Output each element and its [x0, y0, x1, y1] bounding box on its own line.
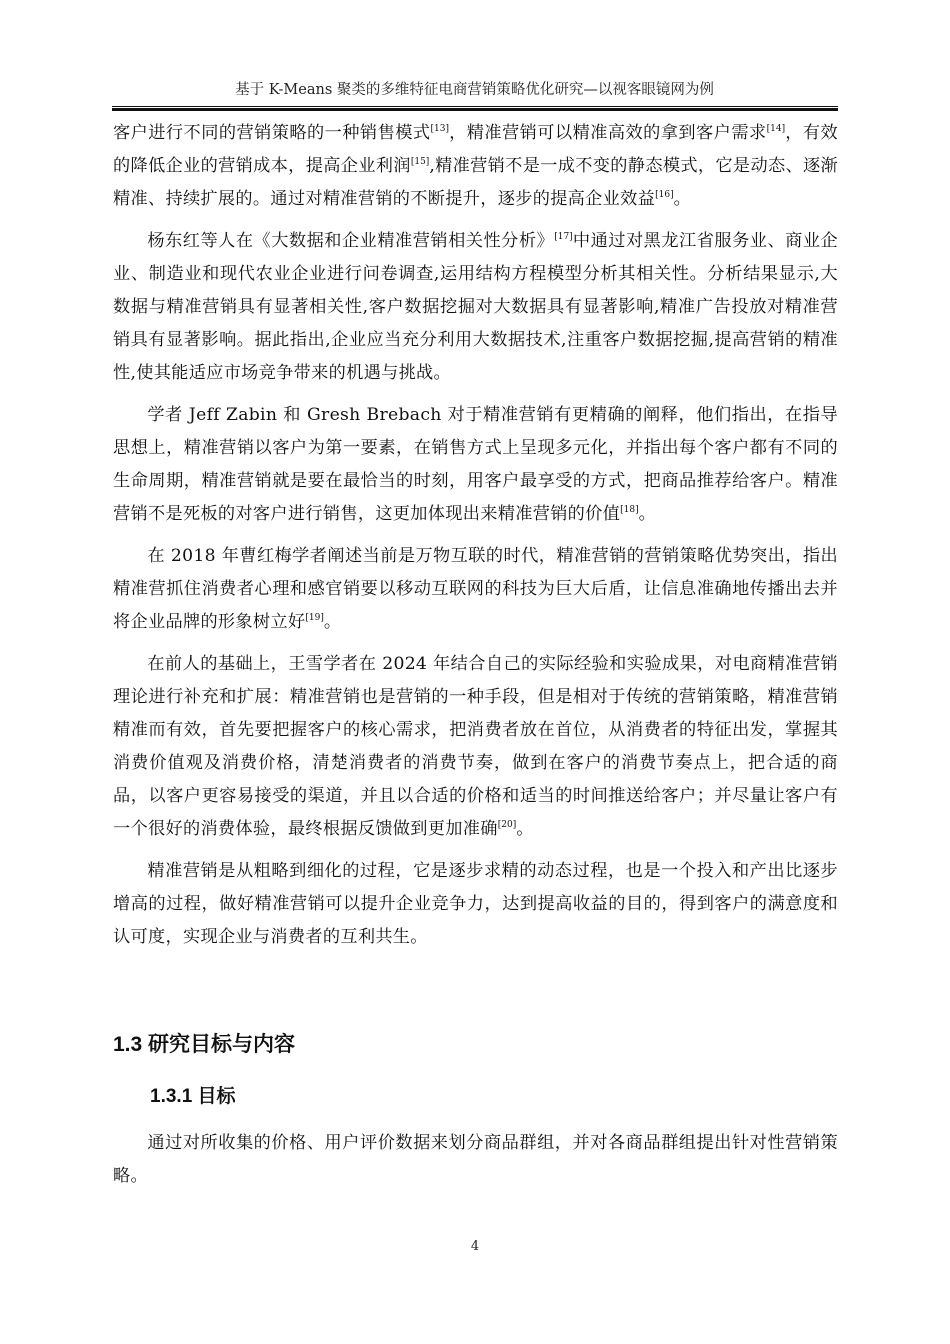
text-run: 客户进行不同的营销策略的一种销售模式 [113, 123, 431, 143]
text-run: ，有效的降低企业的营销成本，提高企业利润 [113, 123, 839, 176]
text-run: ，精准营销可以精准高效的拿到客户需求 [448, 123, 767, 143]
citation-20: [20] [497, 820, 517, 830]
text-run: 。 [323, 612, 342, 632]
citation-13: [13] [430, 124, 449, 134]
paragraph-1 [113, 117, 838, 216]
text-run: 。 [638, 504, 657, 524]
body-block-upper [113, 117, 838, 954]
citation-15: [15] [410, 157, 430, 167]
text-run: 。 [673, 189, 692, 209]
citation-16: [16] [655, 190, 674, 200]
text-run: 学者 Jeff Zabin 和 Gresh Brebach 对于精准营销有更精确的阐释，他们指出，在指导思想上，精准营销以客户为第一要素，在销售方式上呈现多元化，并指出每个客户都有不同的生命周期，精准营销就是要在最恰当的时刻，用客户最享受的方式，把商品推荐给客户。精准营销不是死板的对客户进行销售，这更加体现出来精准营销的价值 [113, 405, 838, 524]
citation-17: [17] [554, 232, 573, 242]
paragraph-3 [113, 399, 838, 531]
paragraph-4 [113, 540, 838, 639]
text-run: 。 [516, 819, 534, 839]
citation-19: [19] [305, 613, 324, 623]
paragraph-5 [113, 648, 838, 846]
text-run: 在 2018 年曹红梅学者阐述当前是万物互联的时代，精准营销的营销策略优势突出，指出精准营抓住消费者心理和感官销要以移动互联网的科技为巨大后盾，让信息准确地传播出去并将企业品牌的形象树立好 [113, 546, 838, 632]
text-run: 精准营销是从粗略到细化的过程，它是逐步求精的动态过程，也是一个投入和产出比逐步增高的过程，做好精准营销可以提升企业竞争力，达到提高收益的目的，得到客户的满意度和认可度，实现企业与消费者的互利共生。 [113, 861, 838, 947]
paragraph-6 [113, 855, 838, 954]
subsection-heading-1-3-1: 1.3.1 目标 [150, 1086, 236, 1107]
paragraph-2 [113, 225, 838, 390]
section-heading-1-3: 1.3 研究目标与内容 [113, 1033, 296, 1056]
text-run: 杨东红等人在《大数据和企业精准营销相关性分析》 [147, 231, 555, 251]
header-double-rule [112, 106, 838, 111]
citation-18: [18] [620, 505, 639, 515]
text-run: 中通过对黑龙江省服务业、商业企业、制造业和现代农业企业进行问卷调查,运用结构方程模型分析其相关性。分析结果显示,大数据与精准营销具有显著相关性,客户数据挖掘对大数据具有显著影响,精准广告投放对精准营销具有显著影响。据此指出,企业应当充分利用大数据技术,注重客户数据挖掘,提高营销的精准性,使其能适应市场竞争带来的机遇与挑战。 [113, 231, 838, 383]
running-header: 基于 K-Means 聚类的多维特征电商营销策略优化研究—以视客眼镜网为例 [235, 82, 714, 98]
page-number: 4 [470, 1239, 480, 1254]
body-block-lower [113, 1127, 838, 1193]
paragraph-goal: 通过对所收集的价格、用户评价数据来划分商品群组，并对各商品群组提出针对性营销策略。 [113, 1133, 838, 1186]
citation-14: [14] [766, 124, 786, 134]
text-run: ,精准营销不是一成不变的静态模式，它是动态、逐渐精准、持续扩展的。通过对精准营销的不断提升，逐步的提高企业效益 [113, 156, 839, 209]
text-run: 在前人的基础上，王雪学者在 2024 年结合自己的实际经验和实验成果，对电商精准营销理论进行补充和扩展：精准营销也是营销的一种手段，但是相对于传统的营销策略，精准营销精准而有效，首先要把握客户的核心需求，把消费者放在首位，从消费者的特征出发，掌握其消费价值观及消费价格，清楚消费者的消费节奏，做到在客户的消费节奏点上，把合适的商品，以客户更容易接受的渠道，并且以合适的价格和适当的时间推送给客户；并尽量让客户有一个很好的消费体验，最终根据反馈做到更加准确 [113, 654, 838, 839]
